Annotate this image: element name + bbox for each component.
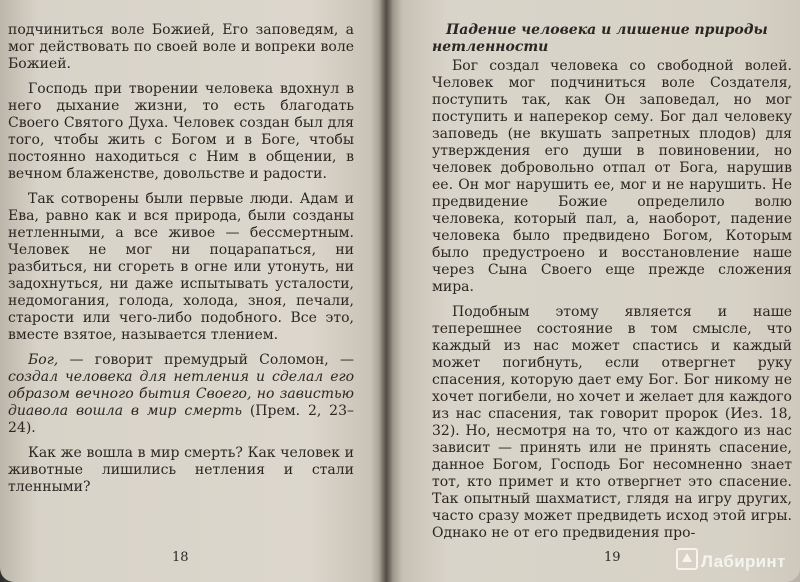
paragraph: Господь при творении человека вдохнул в него дыхание жизни, то есть благодать Своего Святого Духа. Человек создан был для того, чтобы жить с Богом и в Боге, чтобы постоянно находиться с Ним в общении, в вечном блаженстве, довольстве и радости. (8, 81, 354, 182)
page-number: 18 (172, 550, 189, 565)
right-page (386, 0, 800, 582)
quote-text: создал человека для нетления и сделал его образом вечного бытия Своего, но завистью диавола вошла в мир смерть (8, 369, 354, 419)
quote-text: Бог, (28, 352, 59, 368)
paragraph: подчиниться воле Божией, Его заповедям, а мог действовать по своей воле и вопреки воле Божией. (8, 22, 354, 72)
paragraph: Как же вошла в мир смерть? Как человек и животные лишились нетления и стали тленными? (8, 445, 354, 495)
labirint-logo-icon (676, 548, 698, 570)
quote-attribution: — говорит премудрый Соломон, — (58, 352, 354, 368)
left-page-text (8, 22, 354, 504)
paragraph: Бог создал человека со свободной волей. Человек мог подчиниться воле Создателя, поступить так, как Он заповедал, но мог поступить и наперекор сему. Бог дал человеку заповедь (не вкушать запретных плодов) для утверждения его души в повиновении, но человек добровольно отпал от Бога, нарушив ее. Он мог нарушить ее, мог и не нарушить. Не предвидение Божие определило волю человека, который пал, а, наоборот, падение человека было предвидено Богом, Которым было предустроено и восстановление наше через Сына Своего еще прежде сложения мира. (432, 58, 792, 295)
watermark (676, 548, 786, 572)
book-gutter (379, 0, 393, 582)
paragraph: Подобным этому является и наше теперешнее состояние в том смысле, что каждый из нас может спастись и каждый может погибнуть, если отвергнет руку спасения, которую дает ему Бог. Бог никому не хочет погибели, но хочет и желает для каждого из нас спасения, так говорит пророк (Иез. 18, 32). Но, несмотря на то, что от каждого из нас зависит — принять или не принять спасение, данное Богом, Господь Бог несомненно знает тот, кто примет и кто отвергнет это спасение. Так опытный шахматист, глядя на игру других, часто сразу может предвидеть исход этой игры. Однако не от его предвидения про- (432, 304, 792, 541)
scripture-quote (8, 352, 354, 437)
right-page-text (432, 22, 792, 550)
left-page (0, 0, 386, 582)
watermark-text: Лабиринт (701, 552, 786, 571)
section-heading: Падение человека и лишение природы нетленности (432, 22, 768, 55)
paragraph: Так сотворены были первые люди. Адам и Ева, равно как и вся природа, были созданы нетленными, а все живое — бессмертным. Человек не мог ни поцарапаться, ни разбиться, ни сгореть в огне или утонуть, ни задохнуться, ни даже испытывать усталости, недомогания, голода, холода, зноя, печали, старости или чего-либо подобного. Все это, вместе взятое, называется тлением. (8, 191, 354, 343)
quote-reference: (Прем. 2, 23–24). (8, 403, 354, 436)
page-number: 19 (604, 550, 621, 565)
